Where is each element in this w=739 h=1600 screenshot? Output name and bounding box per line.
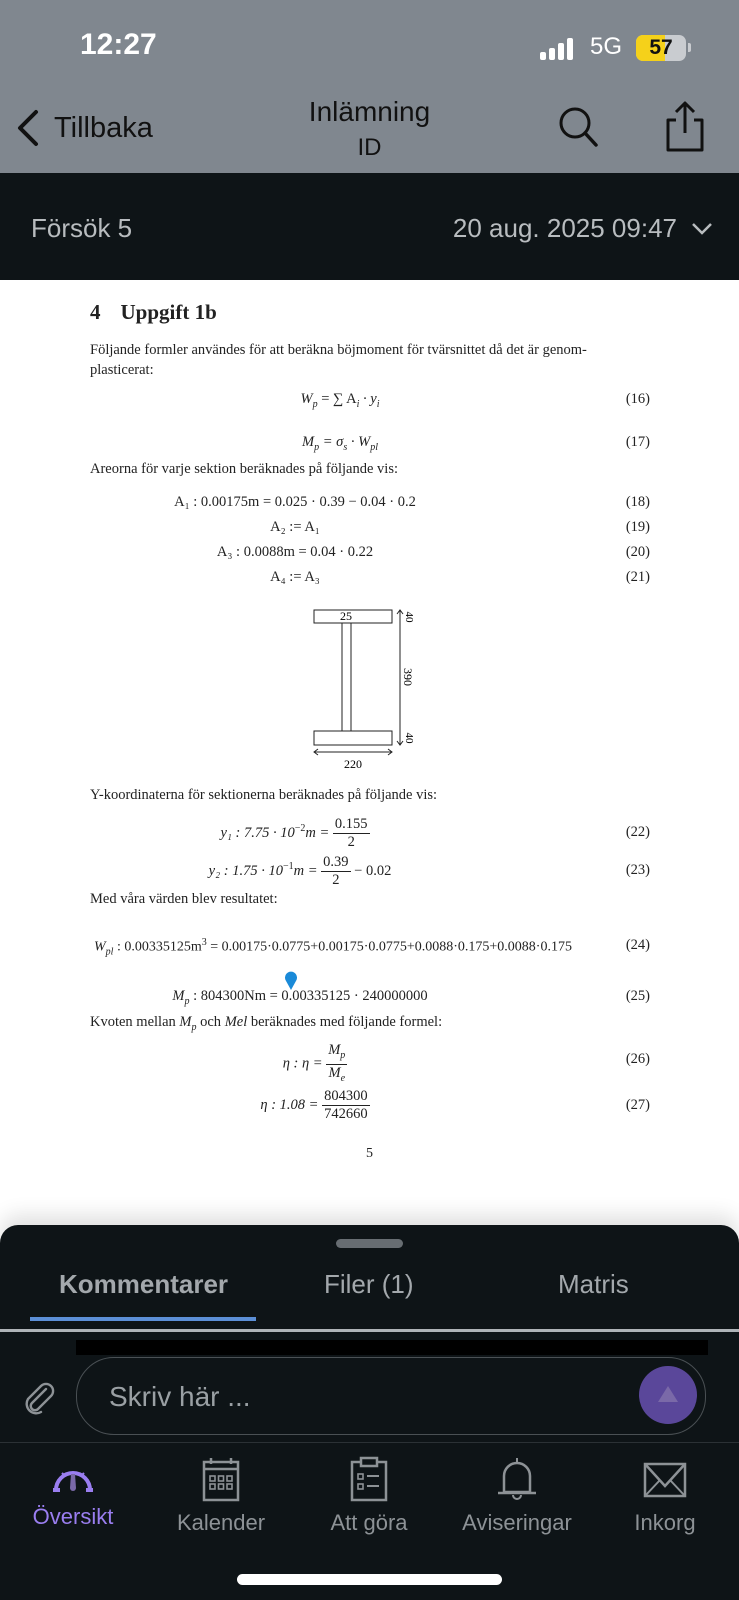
equation-20 [90, 544, 650, 566]
eq16-rhs2-sub: i [376, 398, 380, 410]
eq24-exp: 3 [201, 937, 207, 948]
attempt-label: Försök 5 [31, 213, 133, 243]
eq23-mid: m = [293, 862, 322, 879]
nav-att-gora[interactable] [304, 1450, 434, 1536]
section-number: 4 [90, 300, 101, 324]
tab-divider [0, 1329, 739, 1332]
eq24-lhs-sub: pl [105, 946, 114, 958]
web [342, 623, 351, 731]
eq25-number: (25) [625, 988, 650, 1004]
eq26-lhs: η : η = [282, 1055, 327, 1072]
eq16-rhs-sub: i [356, 398, 360, 410]
eq17-rhs-sub: s [343, 441, 348, 453]
eq22-numerator: 0.155 [334, 816, 368, 832]
eq25-lhs: M [172, 988, 185, 1004]
status-bar [0, 0, 739, 90]
eq26-den-sub: e [340, 1072, 346, 1084]
paperclip-icon[interactable] [20, 1379, 58, 1417]
bell-icon [494, 1456, 540, 1502]
eq23-tail: − 0.02 [350, 862, 392, 879]
network-label: 5G [590, 33, 623, 60]
p5-m: M [179, 1014, 192, 1030]
tab-filer[interactable]: Filer (1) [324, 1269, 414, 1299]
eq24-lhs: W [94, 939, 106, 955]
eq22-number: (22) [625, 824, 650, 840]
clipboard-icon [349, 1456, 389, 1502]
paragraph-4: Med våra värden blev resultatet: [90, 891, 278, 907]
attempt-bar [0, 173, 739, 280]
nav-label: Översikt [32, 1504, 114, 1529]
tab-kommentarer[interactable]: Kommentarer [59, 1269, 229, 1299]
tab-matris[interactable]: Matris [558, 1269, 629, 1299]
status-time: 12:27 [80, 28, 157, 61]
eq20-number: (20) [625, 544, 650, 560]
attempt-date: 20 aug. 2025 09:47 [452, 213, 677, 243]
comment-input[interactable] [107, 1374, 591, 1420]
section-heading [90, 300, 217, 325]
page-subtitle: ID [357, 134, 382, 161]
eq17-number: (17) [625, 434, 650, 450]
battery-tip [688, 43, 691, 52]
back-label: Tillbaka [54, 111, 153, 144]
eq17-lhs-sub: p [314, 441, 320, 453]
eq17-rhs2-sub: pl [370, 441, 378, 453]
equation-22 [90, 816, 650, 852]
eq26-denominator: M [328, 1064, 341, 1081]
eq26-numerator: M [328, 1042, 341, 1058]
nav-label: Att göra [330, 1510, 408, 1535]
comment-field[interactable] [76, 1357, 706, 1435]
comments-sheet [0, 1225, 739, 1600]
document-viewer [0, 280, 739, 1220]
height-label: 390 [401, 668, 415, 686]
eq24-number: (24) [625, 937, 650, 953]
bottom-flange-label: 40 [403, 732, 415, 744]
nav-bar [0, 90, 739, 173]
equation-26 [90, 1042, 650, 1084]
eq16-lhs: W [300, 391, 313, 407]
calendar-icon [201, 1456, 241, 1502]
sheet-drag-handle[interactable] [336, 1239, 403, 1248]
nav-label: Aviseringar [462, 1510, 572, 1535]
p5-sub: p [191, 1021, 197, 1033]
nav-label: Inkorg [634, 1510, 696, 1535]
paragraph-5 [90, 1012, 650, 1038]
p5-b: och [196, 1014, 225, 1030]
gauge-icon [50, 1456, 96, 1496]
equation-16 [90, 391, 650, 413]
paragraph-2: Areorna för varje sektion beräknades på följande vis: [90, 461, 399, 477]
p1-line1: Följande formler användes för att beräkna böjmoment för tvärsnittet då det är genom- [90, 342, 587, 358]
eq16-lhs-sub: p [312, 398, 318, 410]
annotation-pin-icon[interactable] [284, 970, 298, 990]
equation-21 [90, 569, 650, 591]
paragraph-3: Y-koordinaterna för sektionerna beräknades på följande vis: [90, 787, 438, 803]
eq25-rhs: : 804300Nm = 0.00335125 · 240000000 [189, 988, 428, 1004]
equation-18 [90, 494, 650, 516]
battery-icon [636, 35, 686, 61]
section-title: Uppgift 1b [120, 300, 217, 324]
eq22-mid: m = [305, 824, 333, 841]
send-arrow-icon [656, 1384, 680, 1404]
nav-inkorg[interactable] [600, 1450, 730, 1536]
eq19-text: A₂ := A₁ [270, 519, 320, 535]
p5-a: Kvoten mellan [90, 1014, 180, 1030]
eq16-rhs: = ∑ A [321, 391, 357, 407]
chevron-down-icon [691, 222, 713, 236]
top-flange [314, 610, 392, 623]
eq27-lhs: η : 1.08 = [260, 1096, 323, 1113]
sheet-tabs [0, 1265, 739, 1329]
eq21-text: A₄ := A₃ [270, 569, 320, 585]
tab-indicator [30, 1317, 256, 1321]
attempt-date-select[interactable] [453, 213, 713, 244]
eq23-number: (23) [625, 862, 650, 878]
equation-19 [90, 519, 650, 541]
eq24-mid: : 0.00335125m [113, 939, 202, 955]
nav-kalender[interactable] [156, 1450, 286, 1536]
send-button[interactable] [639, 1366, 697, 1424]
bottom-flange [314, 731, 392, 745]
home-indicator [237, 1574, 502, 1585]
eq23-lhs: y₂ : 1.75 · 10 [208, 862, 283, 879]
eq25-lhs-sub: p [184, 995, 190, 1007]
equation-25 [90, 988, 650, 1010]
page-number: 5 [366, 1146, 373, 1161]
p5-c: beräknades med följande formel: [247, 1014, 443, 1030]
i-beam-figure [300, 602, 430, 774]
eq27-number: (27) [625, 1097, 650, 1113]
redacted-bar [76, 1340, 708, 1355]
eq23-numerator: 0.39 [323, 854, 349, 870]
eq18-number: (18) [625, 494, 650, 510]
mail-icon [642, 1456, 688, 1502]
eq27-numerator: 804300 [324, 1088, 368, 1104]
p1-line2: plasticerat: [90, 362, 154, 378]
eq17-rhs: = σ [319, 434, 344, 450]
share-icon[interactable] [662, 100, 708, 154]
eq16-rhs2: · y [359, 391, 377, 407]
p5-mel: Mel [224, 1014, 248, 1030]
eq16-number: (16) [625, 391, 650, 407]
width-label: 220 [344, 757, 362, 771]
equation-27 [90, 1088, 650, 1126]
search-icon[interactable] [556, 104, 602, 150]
equation-23 [90, 854, 650, 890]
equation-17 [90, 434, 650, 456]
nav-label: Kalender [176, 1510, 266, 1535]
eq18-text: A₁ : 0.00175m = 0.025 · 0.39 − 0.04 · 0.2 [174, 494, 416, 510]
page-title: Inlämning [308, 96, 431, 127]
eq26-num-sub: p [340, 1049, 346, 1061]
battery-level: 57 [649, 36, 673, 59]
eq22-denominator: 2 [347, 834, 355, 850]
eq27-denominator: 742660 [324, 1106, 368, 1122]
eq17-lhs: M [302, 434, 315, 450]
eq20-text: A₃ : 0.0088m = 0.04 · 0.22 [216, 544, 374, 560]
top-flange-label: 40 [403, 611, 415, 623]
web-thickness-label: 25 [340, 609, 352, 623]
eq23-denominator: 2 [332, 872, 340, 888]
eq23-exp: −1 [282, 861, 294, 872]
eq26-number: (26) [625, 1051, 650, 1067]
eq22-exp: −2 [294, 823, 306, 834]
nav-oversikt[interactable] [8, 1450, 138, 1530]
paragraph-1 [90, 340, 650, 380]
equation-24 [94, 937, 650, 959]
eq21-number: (21) [625, 569, 650, 585]
bottom-nav [0, 1450, 739, 1550]
signal-icon [540, 38, 573, 60]
nav-aviseringar[interactable] [452, 1450, 582, 1536]
divider [0, 1442, 739, 1443]
eq22-lhs: y₁ : 7.75 · 10 [220, 824, 295, 841]
eq24-rhs: = 0.00175·0.0775+0.00175·0.0775+0.0088·0.175+0.0088·0.175 [206, 939, 572, 955]
eq19-number: (19) [625, 519, 650, 535]
eq17-rhs2: · W [347, 434, 371, 450]
